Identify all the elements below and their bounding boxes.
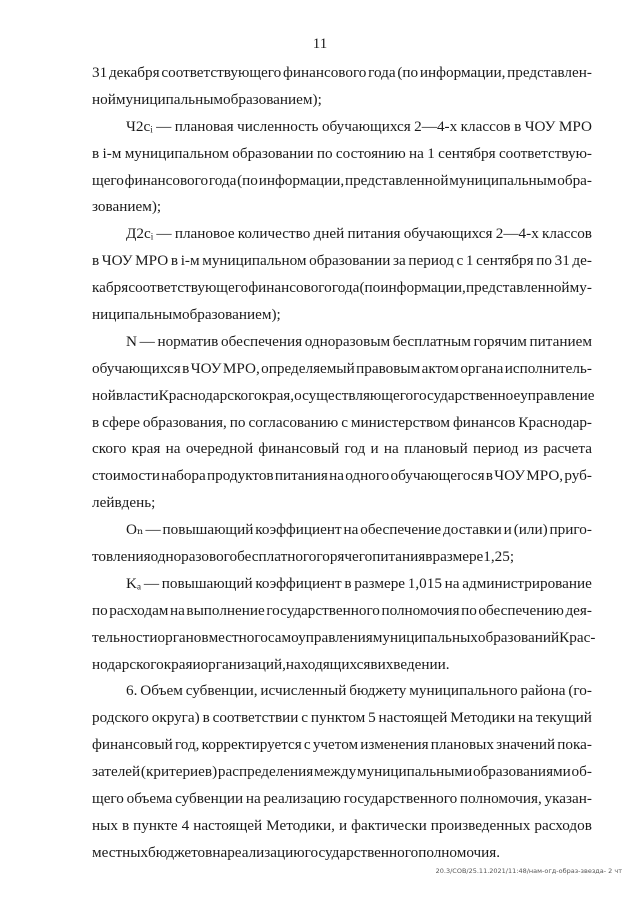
- text-line: [92, 168, 592, 195]
- word: размере: [432, 548, 484, 566]
- word: муниципальном: [202, 252, 307, 270]
- text-line: [92, 571, 592, 598]
- word: в: [425, 548, 433, 566]
- paragraph: [92, 571, 596, 679]
- document-body: [92, 60, 596, 867]
- word: одноразовым: [304, 332, 391, 350]
- word: и: [192, 655, 201, 673]
- word: их: [377, 655, 394, 673]
- word: и: [370, 440, 379, 458]
- word: лей: [92, 494, 115, 512]
- word: на: [409, 144, 424, 162]
- word: Oₙ: [126, 521, 144, 539]
- word: горячего: [316, 548, 373, 566]
- word: коэффициент: [255, 521, 342, 539]
- word: дея-: [565, 601, 592, 619]
- word: на: [383, 440, 399, 458]
- word: правовым: [356, 359, 421, 377]
- text-line: [92, 383, 595, 410]
- paragraph: [92, 60, 592, 114]
- text-line: [92, 329, 592, 356]
- word: размере: [354, 574, 406, 592]
- word: соответствии: [212, 709, 299, 727]
- word: год: [344, 440, 366, 458]
- word: информации,: [380, 279, 466, 297]
- word: набора: [161, 467, 206, 485]
- word: приго-: [549, 521, 592, 539]
- word: бесплатным: [392, 332, 471, 350]
- word: объема: [126, 790, 173, 808]
- word: пункте: [133, 816, 178, 834]
- word: классов: [542, 225, 592, 243]
- word: му-: [569, 279, 592, 297]
- word: численность: [237, 117, 319, 135]
- word: ной: [92, 90, 116, 108]
- word: Методики,: [266, 816, 335, 834]
- text-line: [92, 463, 592, 490]
- word: государственного: [343, 790, 458, 808]
- word: с: [301, 709, 308, 727]
- word: государственное: [413, 386, 521, 404]
- word: местных: [92, 843, 149, 861]
- word: на: [169, 601, 185, 619]
- word: фактически: [351, 816, 427, 834]
- word: повышающий: [161, 574, 253, 592]
- word: 6.: [126, 682, 138, 700]
- word: образованием);: [223, 90, 322, 108]
- text-line: [92, 517, 592, 544]
- word: коэффициент: [255, 574, 342, 592]
- word: сентября: [438, 144, 496, 162]
- word: произведенных: [430, 816, 531, 834]
- word: в: [344, 574, 352, 592]
- word: в: [182, 359, 190, 377]
- word: обеспечению: [478, 601, 564, 619]
- word: i-м: [102, 144, 122, 162]
- word: дней: [313, 225, 345, 243]
- text-line: [92, 302, 592, 329]
- word: обеспечение: [360, 521, 442, 539]
- word: полномочия.: [418, 843, 501, 861]
- text-line: [92, 544, 592, 571]
- text-line: [92, 813, 592, 840]
- word: в: [92, 144, 100, 162]
- text-line: [92, 248, 592, 275]
- word: образованиями: [472, 763, 571, 781]
- word: плановых: [430, 736, 494, 754]
- word: питания: [372, 548, 426, 566]
- word: финансовый: [258, 440, 340, 458]
- word: финансового: [124, 171, 209, 189]
- word: финансового: [282, 64, 367, 81]
- word: настоящей: [193, 816, 263, 834]
- word: обучающихся: [321, 117, 411, 135]
- word: руб-: [564, 467, 592, 485]
- word: одного: [345, 467, 390, 485]
- word: в: [114, 494, 122, 512]
- word: по: [229, 413, 246, 431]
- word: одноразового: [150, 548, 238, 566]
- word: местного: [208, 628, 268, 646]
- text-line: [92, 732, 592, 759]
- word: Ч2сᵢ: [126, 117, 153, 135]
- word: на: [165, 440, 181, 458]
- word: плановое: [174, 225, 235, 243]
- word: Краснодар-: [518, 413, 592, 431]
- word: с: [303, 736, 311, 754]
- word: период: [408, 252, 454, 270]
- word: с: [341, 413, 348, 431]
- word: питания: [274, 467, 328, 485]
- word: плановый: [404, 440, 468, 458]
- word: представленной: [344, 171, 449, 189]
- word: информации,: [419, 64, 506, 81]
- word: обучающегося: [390, 467, 485, 485]
- text-line: [92, 840, 592, 867]
- word: Д2сᵢ: [126, 225, 154, 243]
- word: муниципального: [409, 682, 518, 700]
- word: ЧОУ: [101, 252, 133, 270]
- word: пунктом: [310, 709, 366, 727]
- text-line: [92, 652, 592, 679]
- word: района: [520, 682, 566, 700]
- word: ных: [92, 816, 118, 834]
- word: 1,25;: [483, 548, 515, 566]
- word: по: [92, 601, 108, 619]
- word: по: [461, 601, 477, 619]
- word: ведении.: [393, 655, 450, 673]
- word: на: [329, 467, 344, 485]
- paragraph: [92, 114, 592, 222]
- word: зованием);: [92, 198, 162, 216]
- word: Краснодарского: [158, 386, 262, 404]
- word: муниципальным: [115, 90, 224, 108]
- word: и: [339, 816, 348, 834]
- word: норматив: [157, 332, 219, 350]
- word: обучающихся: [403, 225, 493, 243]
- paragraph: [92, 678, 592, 866]
- word: с: [456, 252, 464, 270]
- word: по: [316, 144, 333, 162]
- word: министерством: [350, 413, 450, 431]
- word: полномочия: [381, 601, 460, 619]
- word: года: [208, 171, 237, 189]
- word: —: [143, 574, 160, 592]
- text-line: [92, 598, 592, 625]
- word: края,: [261, 386, 295, 404]
- word: пока-: [557, 736, 592, 754]
- word: изменения: [360, 736, 429, 754]
- word: питанием: [529, 332, 592, 350]
- word: реализацию: [227, 843, 305, 861]
- word: 2—4-х: [414, 117, 458, 135]
- word: органов: [157, 628, 209, 646]
- text-line: [92, 60, 592, 87]
- text-line: [92, 786, 592, 813]
- word: МРО: [558, 117, 592, 135]
- word: в: [370, 655, 378, 673]
- text-line: [92, 275, 592, 302]
- word: родского: [92, 709, 149, 727]
- word: —: [156, 117, 172, 135]
- word: находящихся: [285, 655, 371, 673]
- word: исполнитель-: [504, 359, 592, 377]
- word: тельности: [92, 628, 158, 646]
- word: (или): [513, 521, 548, 539]
- word: в: [514, 117, 522, 135]
- word: представленной: [465, 279, 570, 297]
- word: зателей: [92, 763, 141, 781]
- word: образований: [477, 628, 560, 646]
- word: полномочия,: [459, 790, 542, 808]
- word: об-: [571, 763, 592, 781]
- page-number: 11: [312, 36, 328, 52]
- word: кабря: [92, 279, 129, 297]
- word: ниципальным: [92, 306, 182, 324]
- word: плановая: [174, 117, 234, 135]
- word: администрирование: [462, 574, 592, 592]
- text-line: [92, 678, 592, 705]
- text-line: [92, 194, 592, 221]
- word: (го-: [568, 682, 592, 700]
- word: классов: [460, 117, 511, 135]
- word: доставки: [443, 521, 502, 539]
- text-line: [92, 221, 592, 248]
- word: распределения: [217, 763, 314, 781]
- text-line: [92, 490, 592, 517]
- word: образовании: [232, 144, 314, 162]
- text-line: [92, 141, 592, 168]
- word: финансового: [248, 279, 332, 297]
- word: —: [145, 521, 161, 539]
- word: управление: [520, 386, 595, 404]
- word: бюджету: [349, 682, 407, 700]
- text-line: [92, 356, 592, 383]
- word: расчета: [543, 440, 592, 458]
- word: в: [202, 709, 210, 727]
- word: края: [131, 440, 161, 458]
- word: 31: [554, 252, 570, 270]
- word: i-м: [180, 252, 200, 270]
- word: исчисленный: [260, 682, 347, 700]
- word: в: [92, 413, 100, 431]
- word: осуществляющего: [294, 386, 414, 404]
- word: государственного: [266, 601, 380, 619]
- word: сентября: [476, 252, 534, 270]
- text-line: [92, 410, 592, 437]
- word: (по: [397, 64, 419, 81]
- word: муниципальных: [372, 628, 478, 646]
- word: представлен-: [507, 64, 592, 81]
- word: сфере: [102, 413, 140, 431]
- word: в: [485, 467, 493, 485]
- word: соответствую-: [498, 144, 592, 162]
- word: корректируется: [201, 736, 302, 754]
- word: Методики: [450, 709, 516, 727]
- word: указан-: [544, 790, 592, 808]
- word: (по: [237, 171, 258, 189]
- word: N: [126, 332, 137, 350]
- word: 1,015: [407, 574, 442, 592]
- word: текущий: [535, 709, 592, 727]
- word: ЧОУ: [190, 359, 222, 377]
- word: муниципальным: [449, 171, 557, 189]
- paragraph: [92, 517, 592, 571]
- word: щего: [92, 171, 124, 189]
- word: (по: [359, 279, 381, 297]
- word: ЧОУ: [494, 467, 525, 485]
- word: де-: [572, 252, 592, 270]
- text-line: [92, 625, 596, 652]
- word: товления: [92, 548, 151, 566]
- word: (критериев): [140, 763, 218, 781]
- word: обеспечения: [220, 332, 303, 350]
- word: —: [156, 225, 172, 243]
- word: в: [121, 816, 130, 834]
- word: декабря: [108, 64, 160, 81]
- word: образования,: [142, 413, 227, 431]
- word: года: [331, 279, 360, 297]
- word: 5: [368, 709, 376, 727]
- word: на: [245, 790, 261, 808]
- word: реализацию: [263, 790, 341, 808]
- word: органа: [460, 359, 504, 377]
- word: очередной: [185, 440, 254, 458]
- word: в: [170, 252, 179, 270]
- word: финансовый: [92, 736, 173, 754]
- text-line: [92, 436, 592, 463]
- word: соответствующего: [161, 64, 282, 81]
- word: образованием);: [181, 306, 281, 324]
- word: МРО: [135, 252, 169, 270]
- word: Объем: [140, 682, 183, 700]
- word: информации,: [258, 171, 345, 189]
- word: образовании: [309, 252, 391, 270]
- word: 31: [92, 64, 108, 81]
- word: Kₐ: [126, 574, 142, 592]
- word: МРО,: [526, 467, 564, 485]
- word: и: [503, 521, 512, 539]
- footer-stamp: 20.3/СОВ/25.11.2021/11:48/нам-огд-образ-звезда- 2 чт: [435, 867, 622, 875]
- paragraph: [92, 221, 592, 329]
- word: соответствующего: [128, 279, 249, 297]
- word: актом: [421, 359, 459, 377]
- word: ЧОУ: [524, 117, 556, 135]
- word: щего: [92, 790, 124, 808]
- word: ной: [92, 386, 116, 404]
- word: питания: [347, 225, 401, 243]
- word: год,: [174, 736, 200, 754]
- word: количество: [237, 225, 311, 243]
- word: за: [393, 252, 406, 270]
- word: года: [368, 64, 396, 81]
- word: власти: [115, 386, 159, 404]
- word: —: [139, 332, 155, 350]
- word: на: [444, 574, 460, 592]
- word: ского: [92, 440, 127, 458]
- word: настоящей: [378, 709, 448, 727]
- word: из: [523, 440, 538, 458]
- word: финансов: [452, 413, 516, 431]
- word: учетом: [312, 736, 359, 754]
- word: 1: [465, 252, 474, 270]
- word: выполнение: [186, 601, 265, 619]
- word: нодарского: [92, 655, 164, 673]
- word: государственного: [304, 843, 419, 861]
- word: расходов: [534, 816, 592, 834]
- word: на: [343, 521, 359, 539]
- word: муниципальными: [356, 763, 473, 781]
- word: 4: [181, 816, 190, 834]
- word: между: [314, 763, 357, 781]
- word: организаций,: [200, 655, 286, 673]
- word: округа): [151, 709, 200, 727]
- word: МРО,: [222, 359, 260, 377]
- word: в: [92, 252, 100, 270]
- word: период: [473, 440, 519, 458]
- word: состоянию: [335, 144, 406, 162]
- word: субвенции,: [185, 682, 258, 700]
- word: горячим: [473, 332, 527, 350]
- word: на: [518, 709, 533, 727]
- word: значений: [496, 736, 556, 754]
- word: 2—4-х: [495, 225, 539, 243]
- word: обучающихся: [92, 359, 181, 377]
- paragraph: [92, 329, 595, 517]
- word: бюджетов: [148, 843, 213, 861]
- word: субвенции: [175, 790, 244, 808]
- text-line: [92, 87, 592, 114]
- word: бесплатного: [237, 548, 317, 566]
- word: повышающий: [162, 521, 254, 539]
- word: края: [163, 655, 193, 673]
- word: самоуправления: [267, 628, 373, 646]
- word: по: [536, 252, 552, 270]
- text-line: [92, 759, 592, 786]
- word: согласованию: [248, 413, 339, 431]
- word: обра-: [557, 171, 592, 189]
- word: муниципальном: [124, 144, 229, 162]
- word: день;: [121, 494, 156, 512]
- word: стоимости: [92, 467, 160, 485]
- word: продуктов: [207, 467, 274, 485]
- word: расходам: [109, 601, 169, 619]
- word: на: [212, 843, 228, 861]
- text-line: [92, 705, 592, 732]
- word: определяемый: [261, 359, 355, 377]
- text-line: [92, 114, 592, 141]
- word: Крас-: [559, 628, 596, 646]
- word: 1: [427, 144, 435, 162]
